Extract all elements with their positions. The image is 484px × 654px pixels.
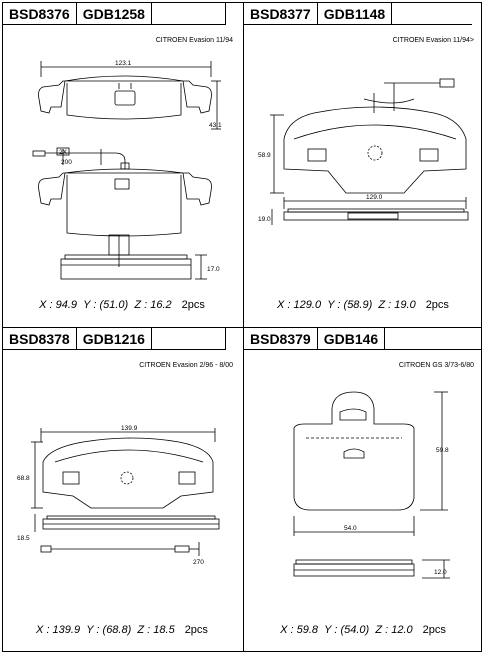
thickness-label: 19.0 [258, 216, 271, 223]
application-text: CITROEN Evasion 11/94> [392, 37, 474, 44]
sensor-qty-label: 2X [59, 149, 67, 156]
pcs-count: 2pcs [184, 624, 208, 636]
catalog-sheet [2, 2, 482, 652]
dimensions-line [3, 624, 241, 636]
oe-code: GDB146 [318, 328, 385, 350]
dimensions-line [244, 299, 482, 311]
pcs-count: 2pcs [425, 299, 449, 311]
panel-bsd8379 [244, 328, 482, 650]
oe-code: GDB1148 [318, 3, 392, 25]
application-text: CITROEN GS 3/73-6/80 [398, 362, 474, 369]
height-label: 43.1 [209, 122, 222, 129]
pad-drawing [3, 3, 241, 303]
part-code: BSD8378 [3, 328, 77, 350]
width-label: 129.0 [366, 194, 383, 201]
dim-y: Y : (58.9) [327, 299, 373, 311]
part-code: BSD8376 [3, 3, 77, 25]
dim-z: Z : 19.0 [378, 299, 416, 311]
panel-bsd8378 [3, 328, 241, 650]
sensor-length-label: 270 [193, 559, 204, 566]
dim-z: Z : 16.2 [134, 299, 172, 311]
dim-x: X : 59.8 [280, 624, 319, 636]
oe-code: GDB1216 [77, 328, 152, 350]
width-label: 123.1 [115, 60, 132, 67]
pcs-count: 2pcs [422, 624, 446, 636]
pcs-count: 2pcs [181, 299, 205, 311]
height-label: 68.8 [17, 475, 30, 482]
pad-drawing [244, 328, 482, 628]
application-text: CITROEN Evasion 11/94 [155, 37, 233, 44]
width-label: 139.9 [121, 425, 138, 432]
pad-drawing [244, 3, 482, 303]
pad-drawing [3, 328, 241, 628]
dimensions-line [3, 299, 241, 311]
width-label: 54.0 [344, 525, 357, 532]
thickness-label: 17.0 [207, 266, 220, 273]
dim-y: Y : (51.0) [83, 299, 129, 311]
dim-z: Z : 18.5 [137, 624, 175, 636]
dim-x: X : 94.9 [39, 299, 78, 311]
dim-x: X : 129.0 [277, 299, 322, 311]
thickness-label: 18.5 [17, 535, 30, 542]
oe-code: GDB1258 [77, 3, 152, 25]
thickness-label: 12.0 [434, 569, 447, 576]
panel-bsd8377 [244, 3, 482, 325]
height-label: 58.9 [258, 152, 271, 159]
dimensions-line [244, 624, 482, 636]
part-code: BSD8377 [244, 3, 318, 25]
dim-y: Y : (54.0) [324, 624, 370, 636]
application-text: CITROEN Evasion 2/96 - 8/00 [139, 362, 233, 369]
sensor-length-label: 200 [61, 159, 72, 166]
dim-x: X : 139.9 [36, 624, 81, 636]
height-label: 59.8 [436, 447, 449, 454]
part-code: BSD8379 [244, 328, 318, 350]
panel-bsd8376 [3, 3, 241, 325]
dim-y: Y : (68.8) [86, 624, 132, 636]
dim-z: Z : 12.0 [375, 624, 413, 636]
